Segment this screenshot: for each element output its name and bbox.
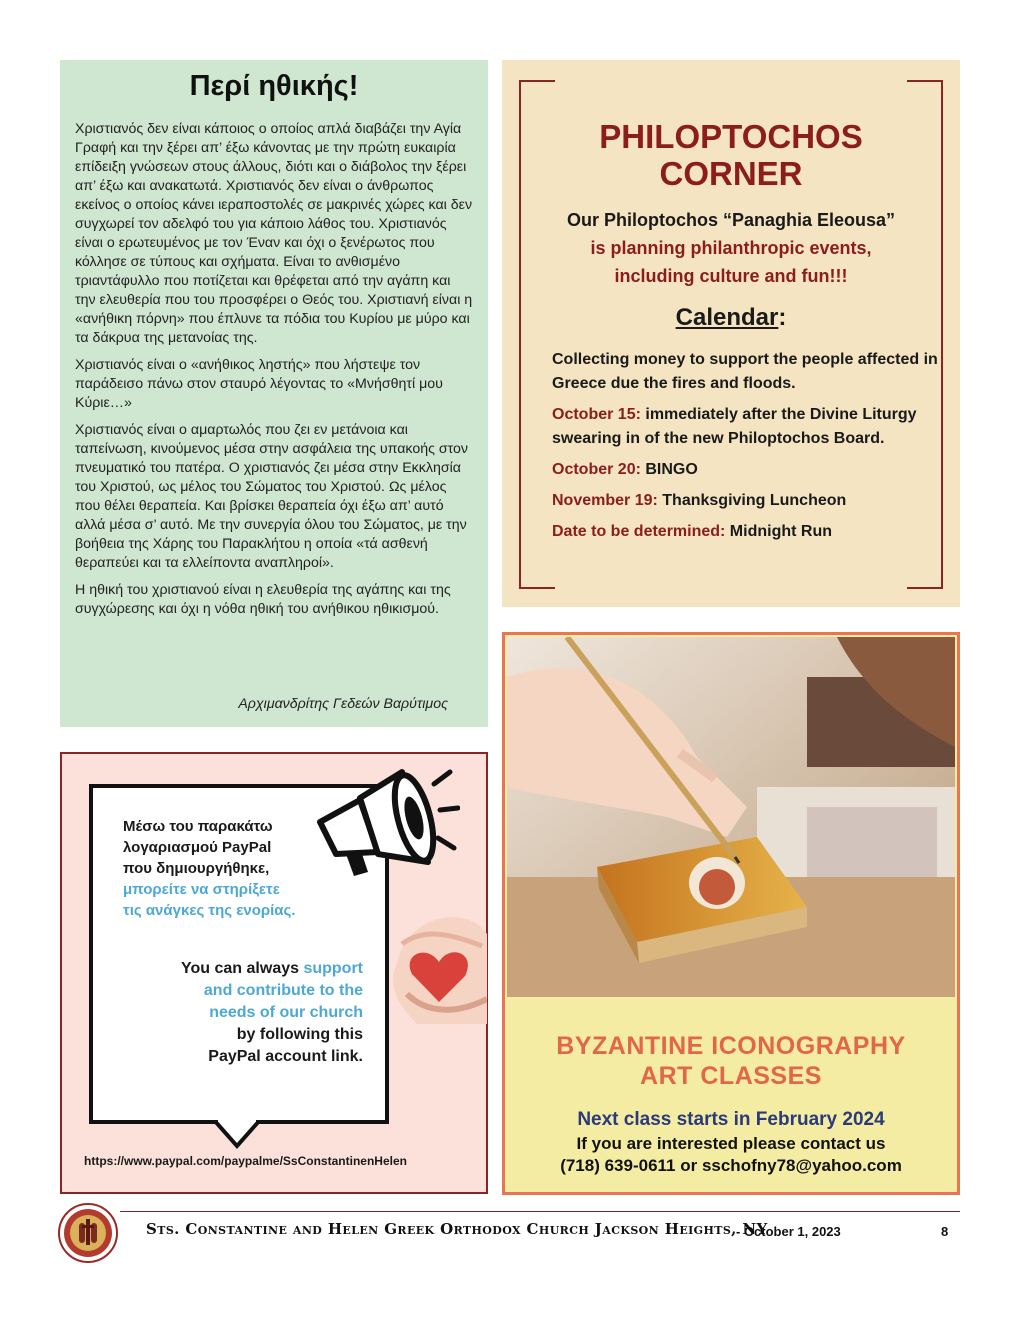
heart-hands-icon bbox=[387, 874, 487, 1024]
ethics-body bbox=[75, 120, 474, 627]
ethics-title: Περί ηθικής! bbox=[189, 70, 359, 102]
ethics-paragraph: Η ηθική του χριστιανού είναι η ελευθερία της αγάπης και της συγχώρεσης και όχι η νόθα ηθική του ανήθικου ηθικισμού. bbox=[75, 582, 451, 617]
iconography-photo bbox=[507, 637, 955, 997]
calendar-event: Collecting money to support the people affected in Greece due the fires and floods. bbox=[552, 351, 938, 392]
philoptochos-title: PHILOPTOCHOS CORNER bbox=[599, 118, 863, 192]
ethics-paragraph: Χριστιανός δεν είναι κάποιος ο οποίος απλά διαβάζει την Αγία Γραφή και την ξέρει απ’ έξω κάνοντας με την πρώτη ευκαιρία επίδειξη γνώσεων στους άλλους, διότι και ο διάβολος την ξέρει απ’ έξω και ανακατωτά. Χριστιανός δεν είναι ο άνθρωπος εκείνος ο οποίος κάνει ιεραποστολές σε μακρινές χώρες και δεν συγχωρεί τον αδελφό του για κάποιο λάθος του. Χριστιανός είναι ο ερωτευμένος με τον Έναν και όχι ο ξενέρωτος που κόλλησε σε τύπους και σχήματα. Είναι το ανθισμένο τριαντάφυλλο που ποτίζεται και θρέφεται από την αγάπη και την ελευθερία που του προσφέρει ο Θεός του. Χριστιανή είναι η «ανήθικη πόρνη» που έπλυνε τα πόδια του Κυρίου με μύρο και τα δάκρυα της μετανοίας της. bbox=[75, 121, 473, 346]
contact-info: If you are interested please contact us (718) 639-0611 or sschofny78@yahoo.com bbox=[560, 1134, 902, 1175]
calendar-event: October 20: BINGO bbox=[552, 461, 698, 478]
footer-divider bbox=[120, 1211, 960, 1212]
issue-date: - October 1, 2023 bbox=[736, 1224, 841, 1239]
iconography-classes bbox=[502, 632, 960, 1195]
calendar-event: November 19: Thanksgiving Luncheon bbox=[552, 492, 847, 509]
page-number: 8 bbox=[941, 1224, 949, 1239]
ethics-signature: Αρχιμανδρίτης Γεδεών Βαρύτιμος bbox=[238, 696, 448, 712]
philoptochos-intro: Our Philoptochos “Panaghia Eleousa” is planning philanthropic events, including culture and fun!!! bbox=[566, 210, 896, 286]
calendar-event: October 15: immediately after the Divine Liturgy swearing in of the new Philoptochos Board. bbox=[552, 406, 917, 447]
megaphone-icon bbox=[310, 762, 460, 882]
ethics-article bbox=[60, 60, 488, 727]
calendar-event: Date to be determined: Midnight Run bbox=[552, 523, 832, 540]
painting-icon bbox=[507, 637, 955, 997]
speech-bubble-tail bbox=[212, 1120, 262, 1150]
paypal-link[interactable]: https://www.paypal.com/paypalme/SsConstantinenHelen bbox=[84, 1154, 407, 1168]
calendar-heading: Calendar: bbox=[675, 304, 787, 331]
ethics-paragraph: Χριστιανός είναι ο αμαρτωλός που ζει εν μετάνοια και ταπείνωση, κινούμενος μέσα στην ασφάλεια της υπακοής στον πνευματικό του πατέρα. Ο χριστιανός ζει μέσα στην Εκκλησία του Χριστού, ως μέλος του Σώματος του Χριστού. Ως μέλος που θέλει θεραπεία. Και βρίσκει θεραπεία όχι έξω απ’ αυτό αλλά μέσα σ’ αυτό. Με την συνεργία όλου του Σώματος, με την βοήθεια της Χάρης του Παρακλήτου η οποία «τά ασθενή θεραπεύει και τα ελλείποντα αναπληροί». bbox=[75, 422, 469, 571]
church-seal-icon bbox=[58, 1203, 118, 1263]
paypal-support-box bbox=[60, 752, 488, 1194]
church-name: Sts. Constantine and Helen Greek Orthodox Church Jackson Heights, NY bbox=[146, 1220, 768, 1238]
philoptochos-corner bbox=[502, 60, 960, 607]
greek-paypal-text: Μέσω του παρακάτω λογαριασμού PayPal που δημιουργήθηκε, μπορείτε να στηρίξετε τις ανάγκες της ενορίας. bbox=[123, 818, 296, 919]
english-paypal-text: You can always support and contribute to the needs of our church by following this PayPal account link. bbox=[181, 960, 363, 1065]
iconography-title: BYZANTINE ICONOGRAPHY ART CLASSES bbox=[556, 1032, 906, 1090]
ethics-paragraph: Χριστιανός είναι ο «ανήθικος ληστής» που λήστεψε τον παράδεισο πάνω στον σταυρό λέγοντας το «Μνήσθητί μου Κύριε…» bbox=[75, 357, 443, 411]
calendar-events bbox=[552, 348, 940, 551]
next-class-text: Next class starts in February 2024 bbox=[577, 1109, 885, 1130]
